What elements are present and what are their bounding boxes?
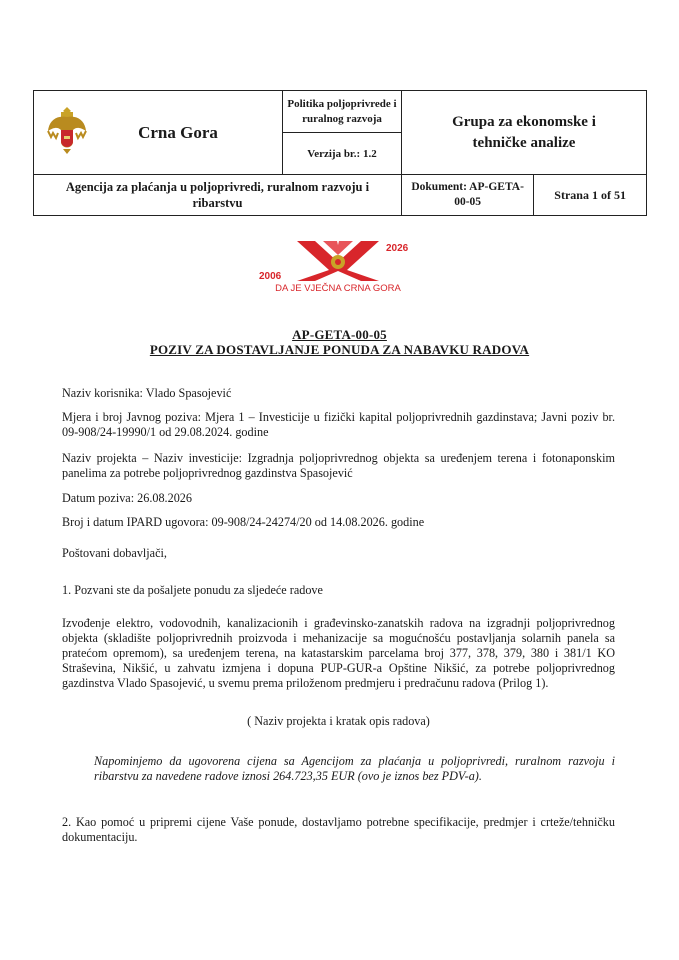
contract-field: Broj i datum IPARD ugovora: 09-908/24-24274/20 od 14.08.2026. godine: [62, 515, 425, 529]
works-caption: ( Naziv projekta i kratak opis radova): [247, 714, 430, 728]
version-label: Verzija br.: 1.2: [307, 147, 377, 160]
group-line-1: Grupa za ekonomske i: [452, 113, 596, 130]
agency-line-2: ribarstvu: [192, 196, 243, 210]
year-right: 2026: [386, 243, 409, 254]
document-heading: POZIV ZA DOSTAVLJANJE PONUDA ZA NABAVKU RADOVA: [149, 342, 530, 357]
policy-line-2: ruralnog razvoja: [302, 112, 382, 125]
beneficiary-field: Naziv korisnika: Vlado Spasojević: [62, 386, 232, 400]
document-code: AP-GETA-00-05: [292, 327, 387, 342]
logo-tagline: DA JE VJEČNA CRNA GORA: [275, 283, 401, 293]
doc-id-line-2: 00-05: [454, 196, 482, 208]
year-left: 2006: [259, 271, 282, 282]
item-2: 2. Kao pomoć u pripremi cijene Vaše ponude, dostavljamo potrebne specifikacije, predmjer i crteže/tehničku dokumentaciju.: [62, 815, 615, 844]
measure-field: Mjera i broj Javnog poziva: Mjera 1 – Investicije u fizički kapital poljoprivrednih gazdinstava; Javni poziv br. 09-908/24-19990/1 od 29.08.2024. godine: [62, 410, 615, 439]
doc-id-line-1: Dokument: AP-GETA-: [411, 181, 524, 193]
price-note: Napominjemo da ugovorena cijena sa Agencijom za plaćanja u poljoprivredi, ruralnom razvoju i ribarstvu za navedene radove iznosi 264.723,35 EUR (ovo je iznos bez PDV-a).: [94, 754, 615, 783]
policy-line-1: Politika poljoprivrede i: [287, 97, 397, 110]
xx-emblem: [297, 241, 379, 281]
doc-id-cell: [402, 175, 534, 215]
version-cell: [283, 133, 402, 175]
works-description: Izvođenje elektro, vodovodnih, kanalizacionih i građevinsko-zanatskih radova na izgradnji poljoprivrednog objekta (skladište poljoprivrednih proizvoda i mehanizacije sa mogućnošću postavljanja solarnih panela sa pratećom opremom), sa uređenjem terena, na katastarskim parcelama broj 377, 378, 379, 380 i 381/1 KO Straševina, Nikšić, u zahvatu izmjena i dopuna PUP-GUR-a Opštine Nikšić, za potrebe poljoprivrednog gazdinstva Vlado Spasojević, u svemu prema priloženom predmjeru i predračunu radova (Prilog 1).: [62, 616, 615, 690]
agency-line-1: Agencija za plaćanja u poljoprivredi, ruralnom razvoju i: [65, 180, 370, 194]
jubilee-2006-2026-logo: [253, 237, 423, 293]
agency-cell: [34, 175, 402, 216]
doc-pages-cell: [402, 175, 647, 216]
page-count-cell: [534, 175, 646, 215]
title-block: [0, 327, 679, 357]
group-line-2: tehničke analize: [472, 134, 576, 151]
item-1: 1. Pozvani ste da pošaljete ponudu za sljedeće radove: [62, 583, 323, 597]
policy-cell: [283, 91, 402, 133]
org-cell: [34, 91, 283, 175]
coat-of-arms-icon: [46, 103, 88, 155]
project-field: Naziv projekta – Naziv investicije: Izgradnja poljoprivrednog objekta sa uređenjem terena i fotonaponskim panelima za potrebe poljoprivrednog gazdinstva Spasojević: [62, 451, 615, 480]
page-count: Strana 1 of 51: [554, 187, 626, 202]
document-header-table: [33, 90, 647, 216]
greeting: Poštovani dobavljači,: [62, 546, 167, 560]
group-cell: [402, 91, 647, 175]
org-name: Crna Gora: [138, 122, 218, 142]
date-field: Datum poziva: 26.08.2026: [62, 491, 192, 505]
